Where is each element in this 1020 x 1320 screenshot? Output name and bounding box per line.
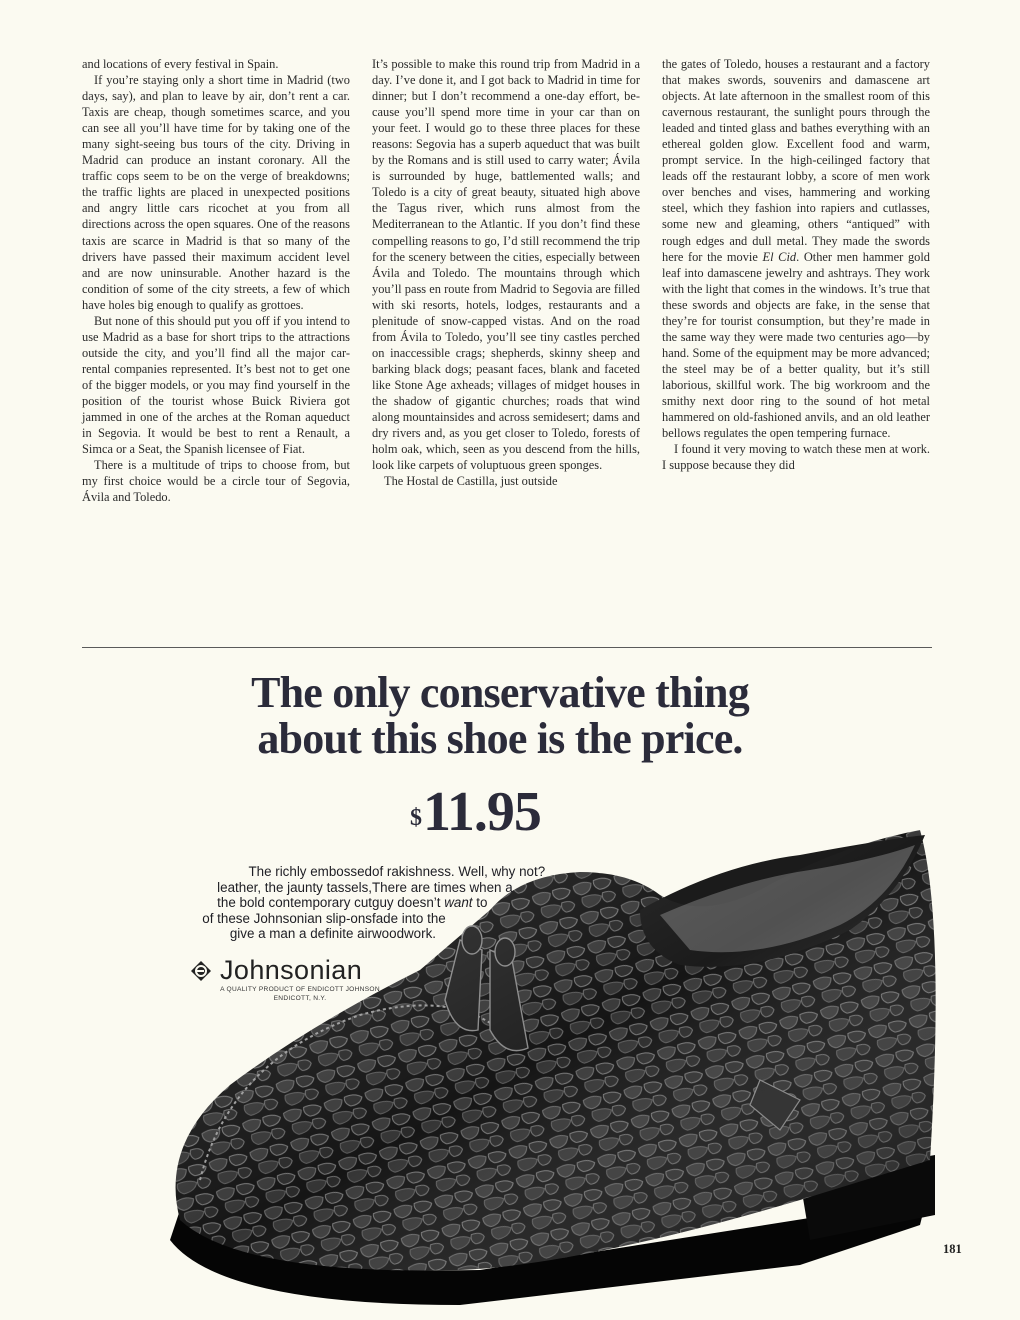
copy-line: of rakishness. Well, why not? — [372, 864, 546, 879]
ad-body-copy-right — [372, 864, 562, 942]
article-column-1 — [82, 56, 350, 505]
paragraph: There is a multitude of trips to choose from, but my first choice would be a circle tour of Segovia, Ávila and Toledo. — [82, 458, 350, 505]
copy-line: fade into the — [372, 910, 446, 926]
paragraph: I found it very moving to watch these men at work. I suppose because they did — [662, 442, 930, 473]
copy-line: leather, the jaunty tassels, — [217, 879, 372, 895]
tagline-line-1: A QUALITY PRODUCT OF ENDICOTT JOHNSON — [220, 986, 380, 993]
paragraph: and locations of every festival in Spain. — [82, 57, 279, 71]
paragraph: But none of this should put you off if you intend to use Madrid as a base for short trips to the attractions outside the city, and you’ll find all the major car-rental companies represented. It’s best not to get one of the bigger models, or you may find yourself in the position of the tourist whose Buick Riviera got jammed in one of the arches at the Roman aqueduct in Segovia. It would be best to rent a Renault, a Simca or a Seat, the Spanish licensee of Fiat. — [82, 313, 350, 457]
copy-line: give a man a definite air — [229, 926, 372, 942]
brand-tagline — [200, 985, 400, 1003]
copy-line: woodwork. — [372, 926, 437, 942]
paragraph: the gates of Toledo, houses a restaurant and a factory that makes swords, souvenirs and damascene art objects. At late afternoon in the smallest room of this cavernous restaurant, the sunlight pours through the leaded and tinted glass and bathes everything with an ethereal golden glow. Excellent food and warm, prompt service. In the high-ceilinged factory that leads off the restaurant lobby, a score of men work over benches and vises, hammering and working steel, which they fashion into rapiers and cutlasses, some new and gleaming, others “antiqued” with rough edges and dull metal. They made the swords here for the movie El Cid. Other men hammer gold leaf into damascene jewelry and ashtrays. They work with the light that comes in the windows. It’s true that these swords and objects are fake, in the sense that they’re for tourist consumption, but they’re made in the same way they were made two centuries ago—by hand. Some of the equipment may be more advanced; the steel may be of a better quality, but it’s still laborious, skillful work. The big workroom and the smithy next door ring to the sound of hot metal hammered on old-fashioned anvils, and an old leather bellows regulates the open tempering furnace. — [662, 57, 930, 441]
copy-line: The richly embossed — [248, 864, 372, 879]
paragraph: The Hostal de Castilla, just outside — [384, 474, 558, 489]
paragraph: It’s possible to make this round trip from Madrid in a day. I’ve done it, and I got back to Madrid in time for dinner; but I don’t recommend a one-day effort, because you’ll spend more time in your car than on your feet. I would go to these three places for these reasons: Segovia has a superb aqueduct that was built by the Romans and is still used to carry water; Ávila is surrounded by huge, battlemented walls; and Toledo is a city of great beauty, situated high above the Tagus river, which runs almost from the Mediterranean to the Atlantic. If you don’t find these compelling reasons to go, I’d still recommend the trip for the scenery between the cities, especially between Ávila and Toledo. The mountains through which you’ll pass en route from Madrid to Segovia are filled with ski resorts, hotels, lodges, restaurants and a plenitude of snow-capped vistas. And on the road from Ávila to Toledo, you’ll see tiny castles perched on inaccessible crags; shepherds, skinny sheep and barking black dogs; peasant faces, blank and faceted like Stone Age axheads; villages of midget houses in the shadow of gigantic churches; roads that wind along mountainsides and across semidesert; dams and dry rivers and, as you get closer to Toledo, forests of holm oak, which, seen as you descend from the hills, look like carpets of voluptuous green sponges. — [372, 57, 640, 473]
section-divider — [82, 647, 932, 648]
copy-line: There are times when a — [372, 879, 513, 895]
copy-line: guy doesn’t want to — [372, 895, 488, 911]
brand-name: Johnsonian — [220, 955, 363, 985]
tagline-line-2: ENDICOTT, N.Y. — [273, 995, 327, 1002]
article-column-3 — [662, 56, 930, 473]
article-column-2 — [372, 56, 640, 489]
page-number: 181 — [943, 1242, 962, 1256]
headline-line-2: about this shoe is the price. — [257, 714, 743, 763]
copy-line: of these Johnsonian slip-ons — [202, 910, 372, 926]
price-currency-symbol: $ — [410, 805, 421, 831]
ad-price — [410, 782, 541, 842]
copy-line: the bold contemporary cut — [217, 895, 372, 911]
brand-logo — [190, 955, 362, 986]
paragraph: If you’re staying only a short time in Madrid (two days, say), and plan to leave by air, don’t rent a car. Taxis are cheap, though sometimes scarce, and you can see all you’ll have time for by taking one of the many sight-seeing bus tours of the city. Driving in Madrid can produce an instant coronary. All the traffic cops seem to be on the verge of breakdowns; the traffic lights are placed in unexpected positions and angry little cars ricochet at you from all directions across the open squares. One of the reasons taxis are scarce in Madrid is that so many of the drivers have passed their maximum accident level and are now uninsurable. Another hazard is the condition of some of the city streets, a few of which have holes big enough to qualify as grottoes. — [82, 73, 350, 312]
ad-headline — [150, 670, 850, 762]
ad-body-copy-left — [172, 864, 372, 942]
headline-line-1: The only conservative thing — [251, 668, 749, 717]
price-value: 11.95 — [423, 781, 541, 843]
brand-emblem-icon — [190, 960, 212, 982]
